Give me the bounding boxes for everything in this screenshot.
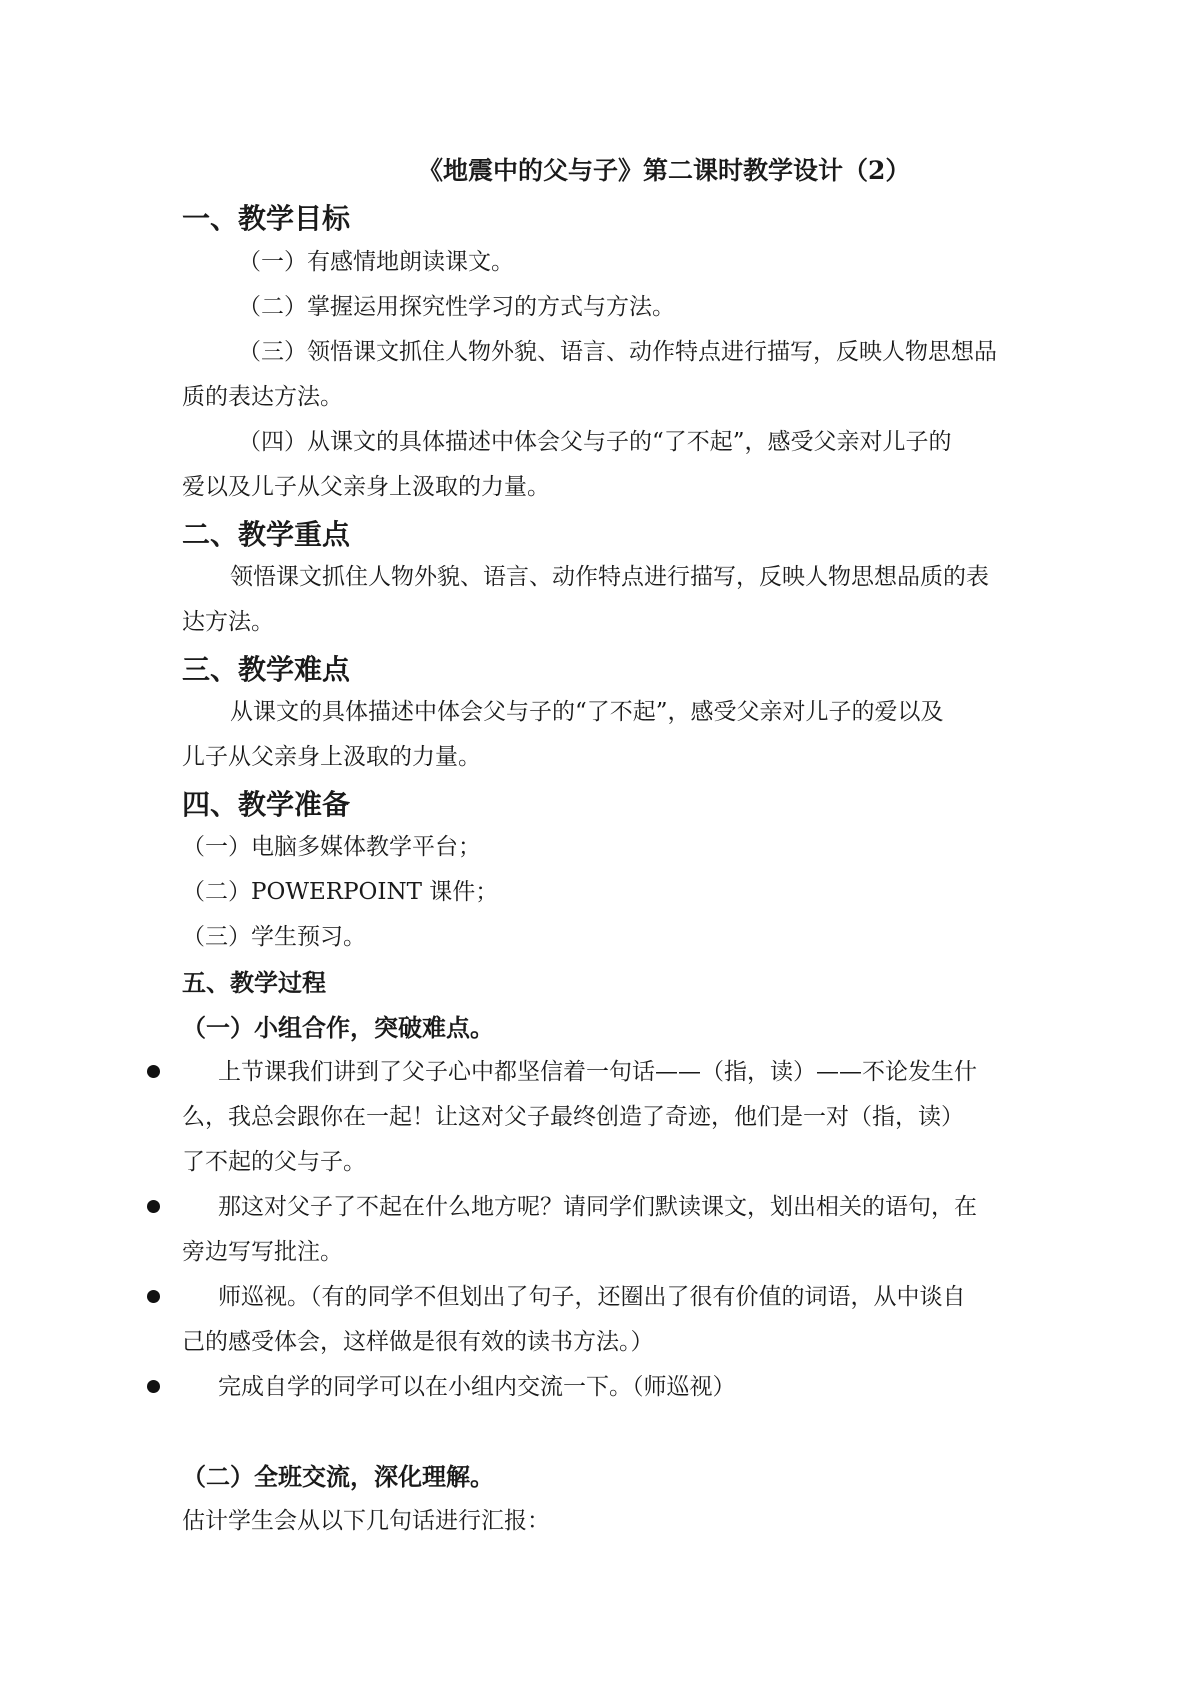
key-points-line-2: 达方法。 bbox=[182, 609, 274, 635]
section-heading-key-points: 二、教学重点 bbox=[182, 518, 351, 551]
bullet-4-line-1: 完成自学的同学可以在小组内交流一下。（师巡视） bbox=[218, 1374, 736, 1400]
bullet-1-line-3: 了不起的父与子。 bbox=[182, 1149, 366, 1175]
preparation-item-1: （一）电脑多媒体教学平台； bbox=[182, 834, 481, 860]
section-heading-difficulties: 三、教学难点 bbox=[182, 653, 351, 686]
bullet-dot bbox=[147, 1380, 160, 1393]
difficulties-line-1: 从课文的具体描述中体会父与子的“了不起”，感受父亲对儿子的爱以及 bbox=[230, 699, 944, 725]
bullet-dot bbox=[147, 1065, 160, 1078]
bullet-dot bbox=[147, 1290, 160, 1303]
objective-4-line-2: 爱以及儿子从父亲身上汲取的力量。 bbox=[182, 474, 550, 500]
objective-4-line-1: （四）从课文的具体描述中体会父与子的“了不起”，感受父亲对儿子的 bbox=[238, 429, 952, 455]
section-heading-objectives: 一、教学目标 bbox=[182, 202, 351, 235]
preparation-item-2: （二）POWERPOINT 课件； bbox=[182, 879, 499, 905]
bullet-1-line-1: 上节课我们讲到了父子心中都坚信着一句话——（指，读）——不论发生什 bbox=[218, 1059, 977, 1085]
objective-2: （二）掌握运用探究性学习的方式与方法。 bbox=[238, 294, 675, 320]
objective-1: （一）有感情地朗读课文。 bbox=[238, 249, 514, 275]
objective-3-line-1: （三）领悟课文抓住人物外貌、语言、动作特点进行描写，反映人物思想品 bbox=[238, 339, 997, 365]
bullet-2-line-1: 那这对父子了不起在什么地方呢？请同学们默读课文，划出相关的语句，在 bbox=[218, 1194, 977, 1220]
bullet-dot bbox=[147, 1200, 160, 1213]
section-heading-preparation: 四、教学准备 bbox=[182, 788, 351, 821]
report-intro: 估计学生会从以下几句话进行汇报： bbox=[182, 1508, 550, 1534]
bullet-1-line-2: 么，我总会跟你在一起！让这对父子最终创造了奇迹，他们是一对（指，读） bbox=[182, 1104, 964, 1130]
preparation-item-3: （三）学生预习。 bbox=[182, 924, 366, 950]
page-title: 《地震中的父与子》第二课时教学设计（2） bbox=[418, 156, 911, 185]
section-heading-process: 五、教学过程 bbox=[182, 968, 326, 997]
bullet-2-line-2: 旁边写写批注。 bbox=[182, 1239, 343, 1265]
process-subheading-1: （一）小组合作，突破难点。 bbox=[182, 1013, 494, 1042]
bullet-3-line-1: 师巡视。（有的同学不但划出了句子，还圈出了很有价值的词语，从中谈自 bbox=[218, 1284, 966, 1310]
process-subheading-2: （二）全班交流，深化理解。 bbox=[182, 1462, 494, 1491]
key-points-line-1: 领悟课文抓住人物外貌、语言、动作特点进行描写，反映人物思想品质的表 bbox=[230, 564, 989, 590]
objective-3-line-2: 质的表达方法。 bbox=[182, 384, 343, 410]
difficulties-line-2: 儿子从父亲身上汲取的力量。 bbox=[182, 744, 481, 770]
bullet-3-line-2: 己的感受体会，这样做是很有效的读书方法。） bbox=[182, 1329, 654, 1355]
